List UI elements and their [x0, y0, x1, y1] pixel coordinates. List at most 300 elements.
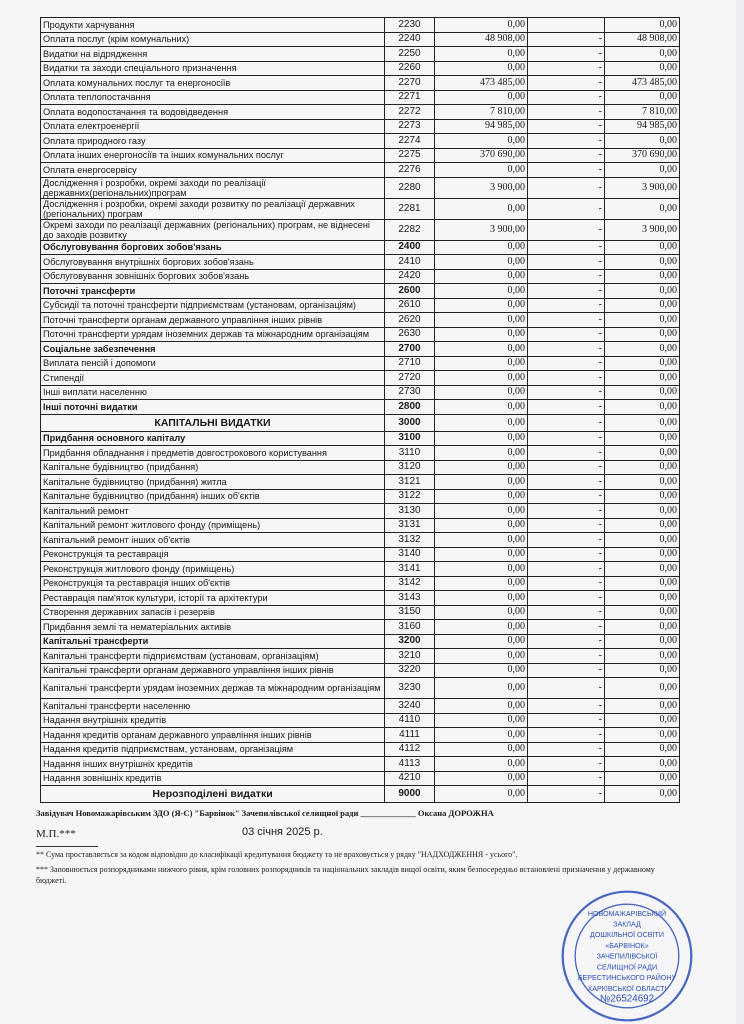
row-value-approved: 0,00: [435, 728, 528, 743]
row-value-approved: 0,00: [435, 269, 528, 284]
row-name: Продукти харчування: [41, 18, 385, 33]
row-value-total: 0,00: [605, 562, 680, 577]
row-value-total: 0,00: [605, 198, 680, 219]
row-value-approved: 0,00: [435, 678, 528, 699]
row-value-total: 0,00: [605, 342, 680, 357]
row-name: Обслуговування зовнішніх боргових зобов'язань: [41, 269, 385, 284]
row-value-total: 0,00: [605, 620, 680, 635]
table-row: [41, 605, 680, 620]
row-value-total: 0,00: [605, 605, 680, 620]
row-code: 3120: [385, 460, 435, 475]
row-value-total: 0,00: [605, 255, 680, 270]
row-value-total: 3 900,00: [605, 219, 680, 240]
row-value-change: -: [528, 533, 605, 548]
seal-place-label: М.П.***: [36, 828, 76, 840]
row-value-total: 0,00: [605, 634, 680, 649]
row-code: 4110: [385, 713, 435, 728]
row-code: 4210: [385, 771, 435, 786]
row-value-total: 0,00: [605, 591, 680, 606]
row-code: 3000: [385, 414, 435, 431]
signature-line: Завідувач Новомажарівським ЗДО (Я-С) "Барвінок" Зачепилівської селищної ради _____________ Оксана ДОРОЖНА: [36, 808, 494, 818]
row-code: 2600: [385, 284, 435, 299]
row-value-change: -: [528, 771, 605, 786]
row-value-total: 0,00: [605, 533, 680, 548]
row-code: 3240: [385, 699, 435, 714]
row-value-change: -: [528, 90, 605, 105]
row-value-approved: 94 985,00: [435, 119, 528, 134]
row-value-total: 0,00: [605, 663, 680, 678]
document-date: 03 січня 2025 р.: [242, 826, 323, 838]
row-value-approved: 0,00: [435, 18, 528, 33]
table-row: [41, 76, 680, 91]
table-row: [41, 475, 680, 490]
row-value-total: 0,00: [605, 371, 680, 386]
row-value-approved: 0,00: [435, 518, 528, 533]
row-value-approved: 0,00: [435, 504, 528, 519]
table-row: [41, 219, 680, 240]
row-value-total: 0,00: [605, 489, 680, 504]
table-row: [41, 18, 680, 33]
row-name: Капітальні трансферти: [41, 634, 385, 649]
table-row: [41, 119, 680, 134]
table-row: [41, 518, 680, 533]
row-name: Видатки на відрядження: [41, 47, 385, 62]
row-name: Оплата комунальних послуг та енергоносіїв: [41, 76, 385, 91]
row-value-change: -: [528, 255, 605, 270]
row-value-total: 0,00: [605, 90, 680, 105]
row-value-change: -: [528, 678, 605, 699]
row-name: Оплата послуг (крім комунальних): [41, 32, 385, 47]
row-name: Поточні трансферти урядам іноземних держав та міжнародним організаціям: [41, 327, 385, 342]
row-code: 2281: [385, 198, 435, 219]
row-value-change: -: [528, 385, 605, 400]
table-row: [41, 489, 680, 504]
row-value-total: 0,00: [605, 414, 680, 431]
row-value-approved: 0,00: [435, 547, 528, 562]
footnote-divider: [36, 846, 98, 847]
row-value-total: 0,00: [605, 269, 680, 284]
stamp-text-line: ЗАЧЕПИЛІВСЬКОЇ: [596, 952, 658, 961]
row-code: 2273: [385, 119, 435, 134]
row-name: Надання кредитів органам державного управління інших рівнів: [41, 728, 385, 743]
table-row: [41, 313, 680, 328]
row-name: Надання зовнішніх кредитів: [41, 771, 385, 786]
row-name: Поточні трансферти: [41, 284, 385, 299]
row-code: 3141: [385, 562, 435, 577]
stamp-text-line: СЕЛИЩНОЇ РАДИ: [596, 963, 658, 972]
row-value-approved: 3 900,00: [435, 177, 528, 198]
row-name: Придбання основного капіталу: [41, 431, 385, 446]
row-name: Обслуговування боргових зобов'язань: [41, 240, 385, 255]
row-value-approved: 0,00: [435, 699, 528, 714]
row-code: 3160: [385, 620, 435, 635]
row-value-total: 0,00: [605, 678, 680, 699]
row-value-total: 0,00: [605, 240, 680, 255]
row-value-approved: 370 690,00: [435, 148, 528, 163]
table-row: [41, 163, 680, 178]
row-value-total: 0,00: [605, 400, 680, 415]
row-code: 2800: [385, 400, 435, 415]
row-value-change: -: [528, 32, 605, 47]
row-value-change: -: [528, 371, 605, 386]
row-value-total: 0,00: [605, 786, 680, 803]
row-value-approved: 0,00: [435, 284, 528, 299]
row-value-change: -: [528, 620, 605, 635]
row-code: 4112: [385, 742, 435, 757]
row-code: 4111: [385, 728, 435, 743]
row-name: Капітальний ремонт: [41, 504, 385, 519]
row-code: 2282: [385, 219, 435, 240]
table-row: [41, 32, 680, 47]
row-value-total: 0,00: [605, 518, 680, 533]
row-name: Нерозподілені видатки: [41, 786, 385, 803]
row-value-change: -: [528, 605, 605, 620]
row-value-change: -: [528, 489, 605, 504]
row-code: 2630: [385, 327, 435, 342]
row-name: Капітальне будівництво (придбання): [41, 460, 385, 475]
row-code: 9000: [385, 786, 435, 803]
official-stamp: [560, 889, 694, 1023]
row-value-approved: 0,00: [435, 61, 528, 76]
row-value-approved: 0,00: [435, 134, 528, 149]
footnote-2: *** Заповнюється розпорядниками нижчого рівня, крім головних розпорядників та національних закладів вищої освіти, яким безпосередньо встановлені призначення у державному бюджеті.: [36, 865, 655, 885]
row-name: Дослідження і розробки, окремі заходи розвитку по реалізації державних (регіональних) програм: [41, 198, 385, 219]
row-value-total: 0,00: [605, 18, 680, 33]
row-name: Капітальний ремонт інших об'єктів: [41, 533, 385, 548]
table-row: [41, 533, 680, 548]
row-name: Капітальне будівництво (придбання) житла: [41, 475, 385, 490]
row-value-approved: 48 908,00: [435, 32, 528, 47]
row-value-total: 0,00: [605, 649, 680, 664]
row-code: 2730: [385, 385, 435, 400]
row-value-total: 0,00: [605, 699, 680, 714]
row-name: Оплата енергосервісу: [41, 163, 385, 178]
row-value-change: -: [528, 198, 605, 219]
row-value-approved: 0,00: [435, 562, 528, 577]
row-value-change: -: [528, 148, 605, 163]
row-code: 2250: [385, 47, 435, 62]
row-value-approved: 7 810,00: [435, 105, 528, 120]
stamp-text-line: №26524692: [599, 993, 655, 1005]
row-value-approved: 0,00: [435, 198, 528, 219]
table-row: [41, 134, 680, 149]
row-name: Інші поточні видатки: [41, 400, 385, 415]
row-name: Оплата теплопостачання: [41, 90, 385, 105]
row-name: Надання внутрішніх кредитів: [41, 713, 385, 728]
row-code: 2700: [385, 342, 435, 357]
row-name: Капітальні трансферти підприємствам (установам, організаціям): [41, 649, 385, 664]
row-value-approved: 0,00: [435, 90, 528, 105]
row-value-change: -: [528, 713, 605, 728]
row-code: 3122: [385, 489, 435, 504]
table-row: [41, 504, 680, 519]
row-name: Створення державних запасів і резервів: [41, 605, 385, 620]
table-row: [41, 728, 680, 743]
table-row: [41, 649, 680, 664]
row-value-total: 0,00: [605, 460, 680, 475]
row-name: Оплата водопостачання та водовідведення: [41, 105, 385, 120]
row-value-approved: 0,00: [435, 649, 528, 664]
row-code: 3142: [385, 576, 435, 591]
row-name: Реставрація пам'яток культури, історії та архітектури: [41, 591, 385, 606]
row-name: Надання інших внутрішніх кредитів: [41, 757, 385, 772]
row-value-change: -: [528, 219, 605, 240]
row-code: 2710: [385, 356, 435, 371]
row-value-change: -: [528, 446, 605, 461]
row-code: 2280: [385, 177, 435, 198]
row-value-change: -: [528, 663, 605, 678]
row-value-total: 0,00: [605, 713, 680, 728]
row-value-approved: 0,00: [435, 446, 528, 461]
row-value-total: 0,00: [605, 356, 680, 371]
row-value-total: 0,00: [605, 771, 680, 786]
table-row: [41, 342, 680, 357]
stamp-text-line: БЕРЕСТИНСЬКОГО РАЙОНУ: [577, 974, 677, 983]
row-value-approved: 0,00: [435, 342, 528, 357]
row-value-approved: 0,00: [435, 489, 528, 504]
row-code: 3230: [385, 678, 435, 699]
row-value-change: -: [528, 400, 605, 415]
row-value-total: 0,00: [605, 728, 680, 743]
row-value-change: -: [528, 313, 605, 328]
table-row: [41, 446, 680, 461]
table-row: [41, 757, 680, 772]
row-value-approved: 0,00: [435, 533, 528, 548]
row-value-total: 7 810,00: [605, 105, 680, 120]
stamp-text-line: ДОШКІЛЬНОЇ ОСВІТИ: [590, 931, 664, 940]
row-name: Оплата природного газу: [41, 134, 385, 149]
row-value-approved: 0,00: [435, 663, 528, 678]
row-name: Реконструкція та реставрація: [41, 547, 385, 562]
row-value-approved: 0,00: [435, 163, 528, 178]
row-code: 3110: [385, 446, 435, 461]
row-code: 2272: [385, 105, 435, 120]
row-name: Виплата пенсій і допомоги: [41, 356, 385, 371]
row-code: 3210: [385, 649, 435, 664]
row-name: Обслуговування внутрішніх боргових зобов'язань: [41, 255, 385, 270]
row-value-approved: 0,00: [435, 313, 528, 328]
row-name: Надання кредитів підприємствам, установам, організаціям: [41, 742, 385, 757]
table-row: [41, 786, 680, 803]
row-code: 3132: [385, 533, 435, 548]
row-name: Окремі заходи по реалізації державних (регіональних) програм, не віднесені до заходів розвитку: [41, 219, 385, 240]
row-value-change: -: [528, 414, 605, 431]
row-value-total: 0,00: [605, 134, 680, 149]
row-code: 3130: [385, 504, 435, 519]
row-value-approved: 0,00: [435, 400, 528, 415]
row-value-change: -: [528, 786, 605, 803]
row-value-approved: 0,00: [435, 327, 528, 342]
row-code: 2720: [385, 371, 435, 386]
row-value-change: -: [528, 76, 605, 91]
row-code: 3121: [385, 475, 435, 490]
row-code: 2400: [385, 240, 435, 255]
table-row: [41, 105, 680, 120]
row-value-total: 0,00: [605, 284, 680, 299]
stamp-text-line: НОВОМАЖАРІВСЬКИЙ: [587, 909, 667, 918]
row-value-total: 0,00: [605, 61, 680, 76]
row-value-change: [528, 18, 605, 33]
row-value-change: -: [528, 518, 605, 533]
table-row: [41, 620, 680, 635]
row-name: Соціальне забезпечення: [41, 342, 385, 357]
table-row: [41, 371, 680, 386]
row-code: 2275: [385, 148, 435, 163]
row-value-total: 0,00: [605, 742, 680, 757]
row-value-approved: 0,00: [435, 786, 528, 803]
row-value-total: 0,00: [605, 47, 680, 62]
row-value-total: 0,00: [605, 298, 680, 313]
row-value-change: -: [528, 547, 605, 562]
row-value-approved: 0,00: [435, 371, 528, 386]
row-value-change: -: [528, 269, 605, 284]
row-value-approved: 0,00: [435, 620, 528, 635]
row-code: 2230: [385, 18, 435, 33]
row-value-change: -: [528, 356, 605, 371]
row-value-approved: 0,00: [435, 460, 528, 475]
row-code: 3131: [385, 518, 435, 533]
stamp-text-line: «БАРВІНОК»: [605, 941, 649, 950]
table-row: [41, 663, 680, 678]
table-row: [41, 678, 680, 699]
row-code: 4113: [385, 757, 435, 772]
stamp-text-line: ХАРКІВСЬКОЇ ОБЛАСТІ: [587, 984, 667, 993]
row-value-approved: 0,00: [435, 713, 528, 728]
table-row: [41, 414, 680, 431]
row-value-total: 0,00: [605, 475, 680, 490]
row-value-change: -: [528, 649, 605, 664]
row-value-approved: 0,00: [435, 240, 528, 255]
row-value-approved: 0,00: [435, 385, 528, 400]
row-value-approved: 0,00: [435, 576, 528, 591]
row-code: 2274: [385, 134, 435, 149]
row-value-change: -: [528, 134, 605, 149]
row-value-total: 0,00: [605, 547, 680, 562]
table-row: [41, 61, 680, 76]
row-value-total: 0,00: [605, 327, 680, 342]
row-value-change: -: [528, 61, 605, 76]
row-value-total: 94 985,00: [605, 119, 680, 134]
table-row: [41, 591, 680, 606]
row-code: 2410: [385, 255, 435, 270]
row-code: 3100: [385, 431, 435, 446]
row-value-approved: 0,00: [435, 475, 528, 490]
row-value-approved: 473 485,00: [435, 76, 528, 91]
row-value-approved: 0,00: [435, 414, 528, 431]
row-value-total: 370 690,00: [605, 148, 680, 163]
row-value-total: 0,00: [605, 757, 680, 772]
row-value-approved: 0,00: [435, 742, 528, 757]
row-value-change: -: [528, 240, 605, 255]
row-value-change: -: [528, 460, 605, 475]
budget-expenditure-table: [40, 17, 680, 803]
row-value-change: -: [528, 634, 605, 649]
table-row: [41, 742, 680, 757]
row-value-change: -: [528, 177, 605, 198]
row-value-total: 0,00: [605, 431, 680, 446]
table-row: [41, 771, 680, 786]
table-row: [41, 431, 680, 446]
table-row: [41, 198, 680, 219]
row-name: Інші виплати населенню: [41, 385, 385, 400]
table-row: [41, 269, 680, 284]
table-row: [41, 576, 680, 591]
row-name: Капітальне будівництво (придбання) інших об'єктів: [41, 489, 385, 504]
row-value-change: -: [528, 728, 605, 743]
row-value-change: -: [528, 327, 605, 342]
stamp-text-line: ЗАКЛАД: [613, 920, 641, 929]
table-row: [41, 255, 680, 270]
table-row: [41, 634, 680, 649]
row-value-change: -: [528, 591, 605, 606]
row-code: 2620: [385, 313, 435, 328]
row-value-change: -: [528, 342, 605, 357]
row-value-change: -: [528, 576, 605, 591]
table-row: [41, 713, 680, 728]
table-row: [41, 284, 680, 299]
row-name: Капітальні трансферти урядам іноземних держав та міжнародним організаціям: [41, 678, 385, 699]
row-value-approved: 0,00: [435, 356, 528, 371]
table-row: [41, 177, 680, 198]
row-value-change: -: [528, 562, 605, 577]
row-code: 3143: [385, 591, 435, 606]
row-code: 2420: [385, 269, 435, 284]
table-row: [41, 240, 680, 255]
row-value-approved: 0,00: [435, 298, 528, 313]
table-row: [41, 90, 680, 105]
row-value-change: -: [528, 284, 605, 299]
row-value-total: 0,00: [605, 504, 680, 519]
row-value-change: -: [528, 504, 605, 519]
table-row: [41, 547, 680, 562]
row-name: Видатки та заходи спеціального призначення: [41, 61, 385, 76]
table-row: [41, 298, 680, 313]
table-row: [41, 327, 680, 342]
row-name: Поточні трансферти органам державного управління інших рівнів: [41, 313, 385, 328]
row-value-change: -: [528, 119, 605, 134]
row-value-total: 48 908,00: [605, 32, 680, 47]
row-code: 3220: [385, 663, 435, 678]
row-value-change: -: [528, 298, 605, 313]
row-name: Оплата інших енергоносіїв та інших комунальних послуг: [41, 148, 385, 163]
row-name: Реконструкція житлового фонду (приміщень): [41, 562, 385, 577]
table-row: [41, 460, 680, 475]
row-value-change: -: [528, 105, 605, 120]
row-value-total: 0,00: [605, 385, 680, 400]
row-name: Капітальні трансферти органам державного управління інших рівнів: [41, 663, 385, 678]
row-name: Оплата електроенергії: [41, 119, 385, 134]
row-value-total: 0,00: [605, 576, 680, 591]
row-code: 2270: [385, 76, 435, 91]
row-name: Субсидії та поточні трансферти підприємствам (установам, організаціям): [41, 298, 385, 313]
row-value-approved: 0,00: [435, 605, 528, 620]
row-code: 3200: [385, 634, 435, 649]
table-row: [41, 562, 680, 577]
table-row: [41, 148, 680, 163]
row-value-change: -: [528, 699, 605, 714]
row-value-total: 0,00: [605, 446, 680, 461]
row-value-total: 0,00: [605, 313, 680, 328]
row-value-change: -: [528, 757, 605, 772]
table-row: [41, 385, 680, 400]
row-code: 3140: [385, 547, 435, 562]
row-value-change: -: [528, 47, 605, 62]
row-value-approved: 0,00: [435, 771, 528, 786]
row-name: Дослідження і розробки, окремі заходи по реалізації державних(регіональних)програм: [41, 177, 385, 198]
row-name: Стипендії: [41, 371, 385, 386]
row-value-approved: 0,00: [435, 47, 528, 62]
table-row: [41, 400, 680, 415]
